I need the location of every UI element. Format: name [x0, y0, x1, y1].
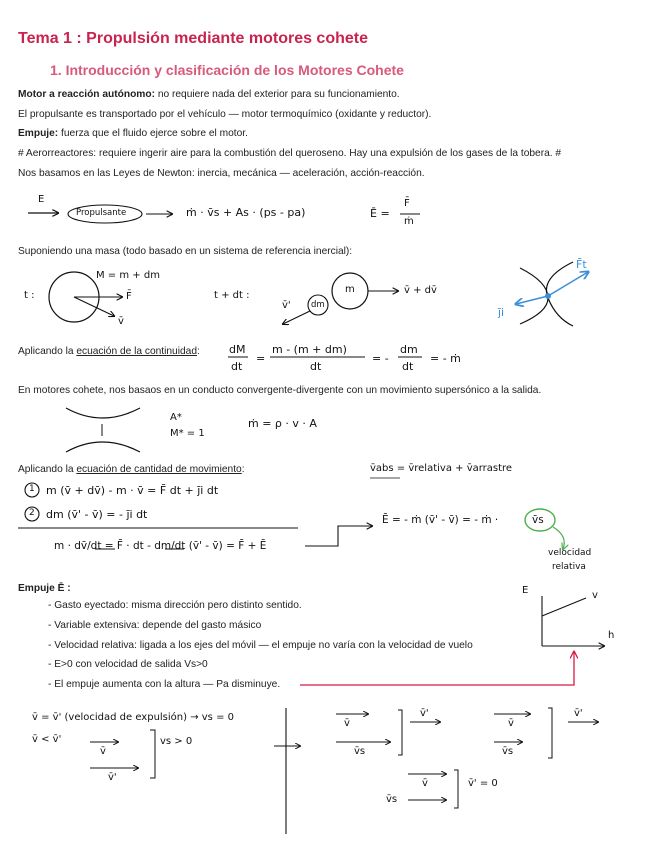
- empuje-item-4: - E>0 con velocidad de salida Vs>0: [48, 659, 208, 670]
- br-vp-label: v̄': [574, 708, 583, 719]
- E-equation-lhs: Ē =: [370, 207, 390, 220]
- eq3: m · dv̄/dt = F̄ · dt - dm/dt (v̄' - v̄) = F̄ + Ē: [54, 540, 267, 552]
- E-eq-numerator: F̄: [404, 198, 410, 209]
- F-label: F̄: [126, 291, 132, 302]
- bracket-bottom: [454, 770, 458, 808]
- bm-vs-label: v̄s: [354, 746, 366, 757]
- eq2-number: 2: [29, 508, 35, 518]
- empuje-item-5: - El empuje aumenta con la altura — Pa disminuye.: [48, 679, 281, 690]
- E-result: Ē = - ṁ (v̄' - v̄) = - ṁ ·: [382, 514, 499, 526]
- cont-dt1: dt: [231, 360, 243, 373]
- para-suponiendo: Suponiendo una masa (todo basado en un sistema de referencia inercial):: [18, 246, 353, 257]
- eq2: dm (v̄' - v̄) = - j̄i dt: [46, 508, 148, 521]
- Ft-arrow: [548, 272, 588, 296]
- eq1: m (v̄ + dv̄) - m · v̄ = F̄ dt + j̄i dt: [46, 484, 219, 497]
- mdot-equation: ṁ = ρ · v · A: [248, 417, 317, 430]
- nozzle-top: [66, 408, 140, 418]
- bracket-right: [548, 708, 552, 758]
- nozzle-bottom: [66, 442, 140, 452]
- bottom-eq2: v̄ < v̄': [32, 734, 62, 745]
- bracket-left: [150, 730, 155, 778]
- m-label: m: [345, 284, 355, 295]
- para-newton: Nos basamos en las Leyes de Newton: inercia, mecánica — aceleración, acción-reacción.: [18, 168, 425, 179]
- cont-dM: dM: [229, 343, 246, 356]
- para-cantidad-movimiento: Aplicando la ecuación de cantidad de movimiento:: [18, 464, 245, 475]
- cont-mid-num: m - (m + dm): [272, 343, 347, 356]
- bb-vs-label: v̄s: [386, 794, 398, 805]
- graph-h-label: h: [608, 630, 615, 641]
- bl-v-label: v̄: [100, 746, 106, 757]
- cont-neg: = -: [372, 352, 389, 365]
- page-title: Tema 1 : Propulsión mediante motores cohete: [18, 30, 368, 47]
- propulsante-label: Propulsante: [76, 208, 127, 218]
- para-empuje: Empuje: fuerza que el fluido ejerce sobre el motor.: [18, 128, 248, 139]
- graph-line: [542, 598, 586, 616]
- M-equation: M = m + dm: [96, 270, 160, 281]
- result-arrow: [305, 526, 372, 546]
- cont-dt2: dt: [310, 360, 322, 373]
- section-subtitle: 1. Introducción y clasificación de los Motores Cohete: [50, 62, 404, 78]
- Ji-label: j̄i: [498, 306, 505, 319]
- br-vs-label: v̄s: [502, 746, 514, 757]
- para-motor-autonomo: Motor a reacción autónomo: no requiere nada del exterior para su funcionamiento.: [18, 89, 400, 100]
- red-connector: [300, 652, 574, 685]
- br-v-label: v̄: [508, 718, 514, 729]
- Ft-label: F̄t: [576, 258, 587, 271]
- v-prime-arrow: [283, 311, 310, 324]
- v-arrow: [74, 297, 114, 316]
- thrust-equation: ṁ · v̄s + As · (ps - pa): [186, 206, 306, 219]
- v-prime-label: v̄': [282, 300, 291, 311]
- bottom-eq1: v̄ = v̄' (velocidad de expulsión) → vs = 0: [32, 712, 234, 723]
- bl-vp-label: v̄': [108, 772, 117, 783]
- cont-result: = - ṁ: [430, 352, 461, 365]
- cont-dt3: dt: [402, 360, 414, 373]
- graph-E-label: E: [522, 585, 529, 596]
- tdt-label: t + dt :: [214, 290, 250, 301]
- bracket-mid: [398, 710, 402, 755]
- E-label: E: [38, 194, 45, 205]
- empuje-item-1: - Gasto eyectado: misma dirección pero distinto sentido.: [48, 600, 302, 611]
- para-continuidad: Aplicando la ecuación de la continuidad:: [18, 346, 200, 357]
- vabs-equation: v̄abs = v̄relativa + v̄arrastre: [370, 463, 513, 474]
- v-label: v̄: [118, 316, 124, 327]
- eq1-number: 1: [29, 484, 35, 494]
- Ji-arrow: [516, 296, 548, 304]
- vp-zero: v̄' = 0: [468, 778, 498, 789]
- vs-highlight-arrow: [553, 527, 564, 549]
- bb-v-label: v̄: [422, 778, 428, 789]
- para-aerorreactores: # Aerorreactores: requiere ingerir aire para la combustión del queroseno. Hay una expulsión de los gases de la tobera. #: [18, 148, 562, 159]
- vs-circled: v̄s: [532, 514, 544, 526]
- para-cohete: En motores cohete, nos basaos en un conducto convergente-divergente con un movimiento supersónico a la salida.: [18, 385, 542, 396]
- t-label: t :: [24, 290, 35, 301]
- bm-vp-label: v̄': [420, 708, 429, 719]
- relativa-label: relativa: [552, 562, 586, 572]
- A-star: A*: [170, 412, 182, 423]
- v-dv-label: v̄ + dv̄: [404, 285, 437, 296]
- dm-label: dm: [311, 300, 325, 310]
- empuje-heading: Empuje Ē :: [18, 583, 71, 594]
- E-eq-denominator: ṁ: [404, 216, 414, 227]
- graph-v-label: v: [592, 590, 598, 601]
- cont-dm: dm: [400, 343, 418, 356]
- bm-v-label: v̄: [344, 718, 350, 729]
- empuje-item-2: - Variable extensiva: depende del gasto másico: [48, 620, 262, 631]
- vs-positive: vs > 0: [160, 736, 193, 747]
- para-propulsante: El propulsante es transportado por el vehículo — motor termoquímico (oxidante y reductor).: [18, 109, 432, 120]
- M-star: M* = 1: [170, 428, 205, 439]
- empuje-item-3: - Velocidad relativa: ligada a los ejes del móvil — el empuje no varía con la velocidad de vuelo: [48, 640, 473, 651]
- contact-dot: [545, 293, 551, 299]
- control-arc-left: [520, 268, 548, 324]
- cont-eq1: =: [256, 352, 266, 365]
- velocidad-label: velocidad: [548, 548, 592, 558]
